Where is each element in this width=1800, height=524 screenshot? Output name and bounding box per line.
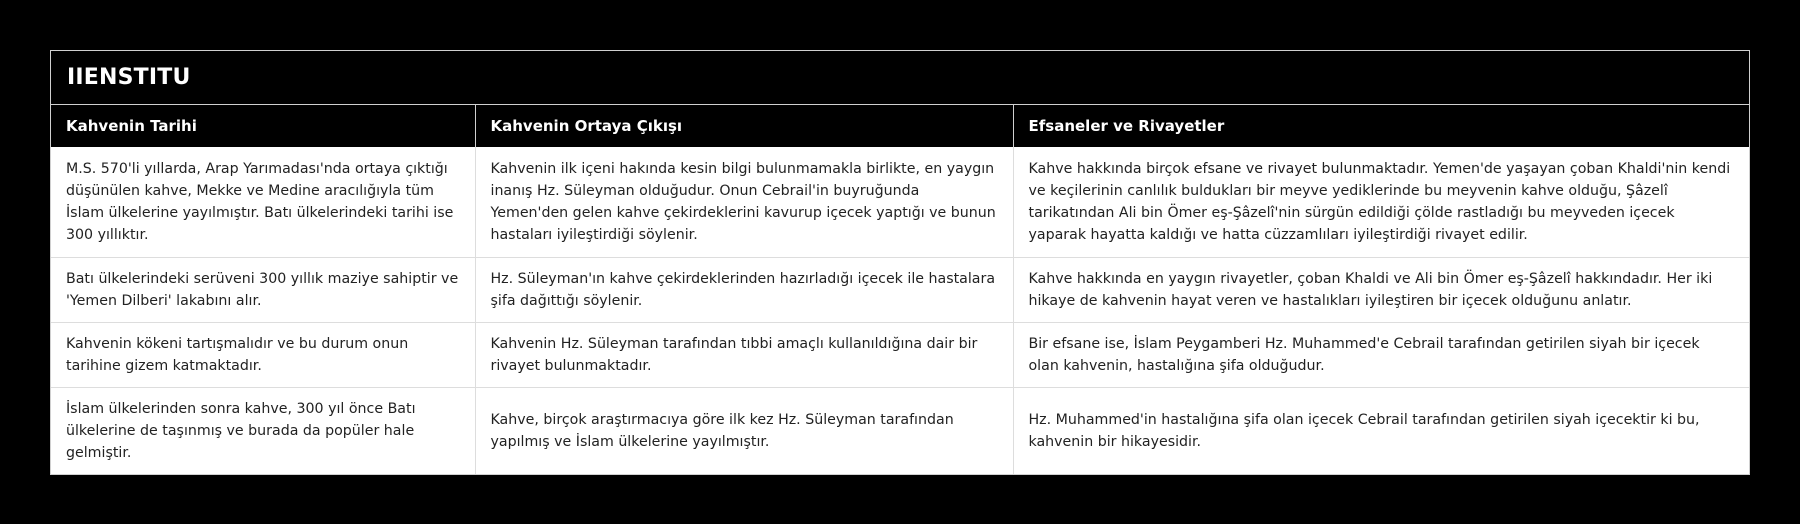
header-row	[51, 105, 1749, 147]
table-row	[51, 147, 1749, 257]
table-cell: Kahve hakkında birçok efsane ve rivayet bulunmaktadır. Yemen'de yaşayan çoban Khaldi'nin kendi ve keçilerinin canlılık buldukları bir meyve yediklerinde bu meyvenin kahve olduğu, Şâzelî tarikatından Ali bin Ömer eş-Şâzelî'nin sürgün edildiği çölde rastladığı bu meyveden içecek yaparak hayatta kaldığı ve hatta cüzzamlıları iyileştirdiği rivayet edilir.	[1013, 147, 1749, 257]
table-cell: M.S. 570'li yıllarda, Arap Yarımadası'nda ortaya çıktığı düşünülen kahve, Mekke ve Medine aracılığıyla tüm İslam ülkelerine yayılmıştır. Batı ülkelerindeki tarihi ise 300 yıllıktır.	[51, 147, 475, 257]
table-cell: Batı ülkelerindeki serüveni 300 yıllık maziye sahiptir ve 'Yemen Dilberi' lakabını alır.	[51, 257, 475, 322]
table-cell: Hz. Muhammed'in hastalığına şifa olan içecek Cebrail tarafından getirilen siyah içecektir ki bu, kahvenin bir hikayesidir.	[1013, 387, 1749, 474]
data-table-container	[50, 50, 1750, 475]
table-cell: Kahvenin Hz. Süleyman tarafından tıbbi amaçlı kullanıldığına dair bir rivayet bulunmaktadır.	[475, 322, 1013, 387]
table-row	[51, 387, 1749, 474]
table-cell: Kahvenin ilk içeni hakında kesin bilgi bulunmamakla birlikte, en yaygın inanış Hz. Süleyman olduğudur. Onun Cebrail'in buyruğunda Yemen'den gelen kahve çekirdeklerini kavurup içecek yaptığı ve bunun hastaları iyileştirdiği söylenir.	[475, 147, 1013, 257]
column-header-legends: Efsaneler ve Rivayetler	[1013, 105, 1749, 147]
table-header	[51, 105, 1749, 147]
table-row	[51, 322, 1749, 387]
table-cell: Kahvenin kökeni tartışmalıdır ve bu durum onun tarihine gizem katmaktadır.	[51, 322, 475, 387]
column-header-origin: Kahvenin Ortaya Çıkışı	[475, 105, 1013, 147]
table-cell: Bir efsane ise, İslam Peygamberi Hz. Muhammed'e Cebrail tarafından getirilen siyah bir içecek olan kahvenin, hastalığına şifa olduğudur.	[1013, 322, 1749, 387]
coffee-history-table	[51, 105, 1749, 474]
table-title: IIENSTITU	[51, 51, 1749, 105]
table-cell: Kahve hakkında en yaygın rivayetler, çoban Khaldi ve Ali bin Ömer eş-Şâzelî hakkındadır. Her iki hikaye de kahvenin hayat veren ve hastalıkları iyileştiren bir içecek olduğunu anlatır.	[1013, 257, 1749, 322]
table-cell: İslam ülkelerinden sonra kahve, 300 yıl önce Batı ülkelerine de taşınmış ve burada da popüler hale gelmiştir.	[51, 387, 475, 474]
table-row	[51, 257, 1749, 322]
table-body	[51, 147, 1749, 474]
table-cell: Hz. Süleyman'ın kahve çekirdeklerinden hazırladığı içecek ile hastalara şifa dağıttığı söylenir.	[475, 257, 1013, 322]
column-header-history: Kahvenin Tarihi	[51, 105, 475, 147]
table-cell: Kahve, birçok araştırmacıya göre ilk kez Hz. Süleyman tarafından yapılmış ve İslam ülkelerine yayılmıştır.	[475, 387, 1013, 474]
